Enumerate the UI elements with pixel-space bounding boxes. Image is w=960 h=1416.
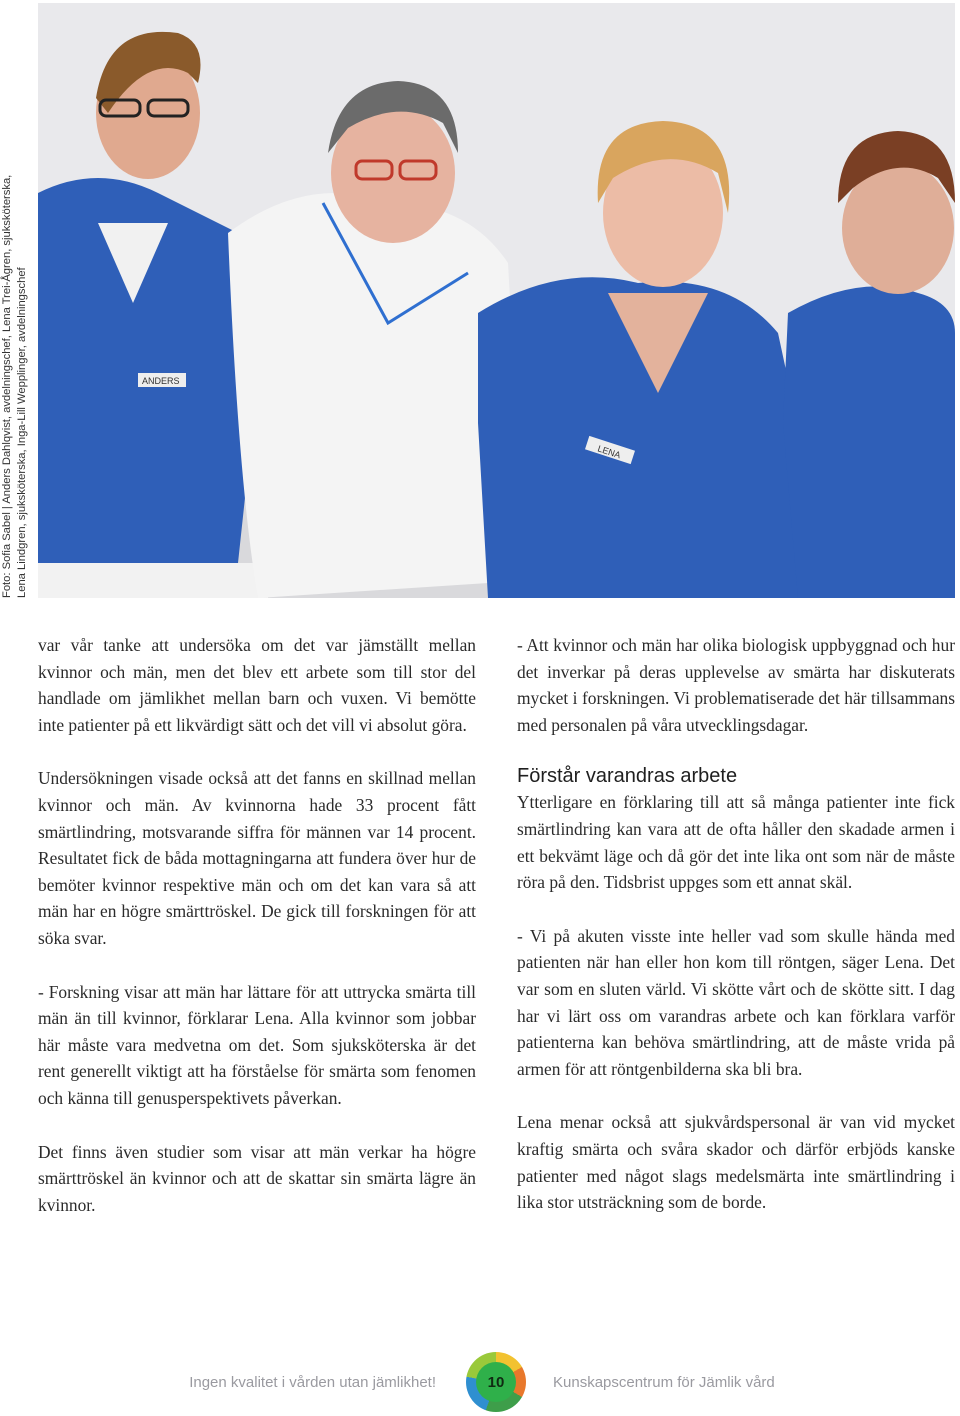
footer-slogan: Ingen kvalitet i vården utan jämlikhet! — [189, 1374, 436, 1391]
page-number: 10 — [476, 1362, 516, 1402]
photo-credit-line-1: Foto: Sofia Sabel | Anders Dahlqvist, avdelningschef, Lena Trei-Ågren, sjuksköterska, — [1, 174, 13, 598]
right-paragraph-1: Ytterligare en förklaring till att så många patienter inte fick smärtlindring kan vara att de ofta håller den skadade armen i ett bekvämt läge och då gör det inte lika ont som när de måste röra på den. Tidsbrist uppges som ett annat skäl. — [517, 792, 955, 893]
staff-photo — [38, 3, 955, 598]
page-number-badge — [466, 1352, 526, 1412]
right-paragraph-2: - Vi på akuten visste inte heller vad som skulle hända med patienten när han eller hon kom till röntgen, säger Lena. Det var som en sluten värld. Vi skötte vårt och de skötte sitt. I dag har vi lärt oss om varandras arbete och kan förklara varför patienterna kan behöva smärtlindring, att de måste vrida på armen för att röntgenbilderna ska bli bra. — [517, 925, 955, 1079]
right-column — [517, 632, 955, 1243]
staff-photo-illustration — [38, 3, 955, 598]
left-column — [38, 632, 476, 1245]
right-intro-paragraph: - Att kvinnor och män har olika biologisk uppbyggnad och hur det inverkar på deras upplevelse av smärta har diskuterats mycket i forskningen. Vi problematiserade det här tillsammans med personalen på våra utvecklingsdagar. — [517, 635, 955, 735]
footer-organization: Kunskapscentrum för Jämlik vård — [553, 1374, 775, 1391]
section-heading: Förstår varandras arbete — [517, 765, 738, 788]
left-paragraph-1: var vår tanke att undersöka om det var jämställt mellan kvinnor och män, men det blev ett arbete som till stor del handlade om jämlikhet mellan barn och vuxen. Vi bemötte inte patienter på ett likvärdigt sätt och det vill vi absolut göra. — [38, 635, 476, 735]
right-paragraph-3: Lena menar också att sjukvårdspersonal är van vid mycket kraftig smärta och svåra skador och därför erbjöds kanske patienter med något slags medelsmärta inte smärtlindring i lika stor utsträckning som de borde. — [517, 1112, 955, 1213]
left-paragraph-2: Undersökningen visade också att det fanns en skillnad mellan kvinnor och män. Av kvinnorna hade 33 procent fått smärtlindring, motsvarande siffra för männen var 14 procent. Resultatet fick de båda mottagningarna att fundera över hur de bemöter kvinnor respektive män och om det kan vara så att män har en högre smärttröskel. De gick till forskningen för att söka svar. — [38, 768, 476, 948]
name-tag-anders: ANDERS — [142, 376, 180, 386]
page-footer — [0, 1350, 960, 1416]
name-tag-lena: LENA — [596, 443, 622, 461]
photo-credit — [0, 0, 40, 598]
left-paragraph-3: - Forskning visar att män har lättare för att uttrycka smärta till män än till kvinnor, förklarar Lena. Alla kvinnor som jobbar här måste vara medvetna om det. Som sjuksköterska är det rent generellt viktigt att ha förståelse för smärta som fenomen och känna till genusperspektivets påverkan. — [38, 981, 476, 1108]
left-paragraph-4: Det finns även studier som visar att män verkar ha högre smärttröskel än kvinnor och att de skattar sin smärta lägre än kvinnor. — [38, 1141, 476, 1215]
photo-credit-line-2: Lena Lindgren, sjuksköterska, Inga-Lill Wepplinger, avdelningschef — [16, 267, 28, 598]
